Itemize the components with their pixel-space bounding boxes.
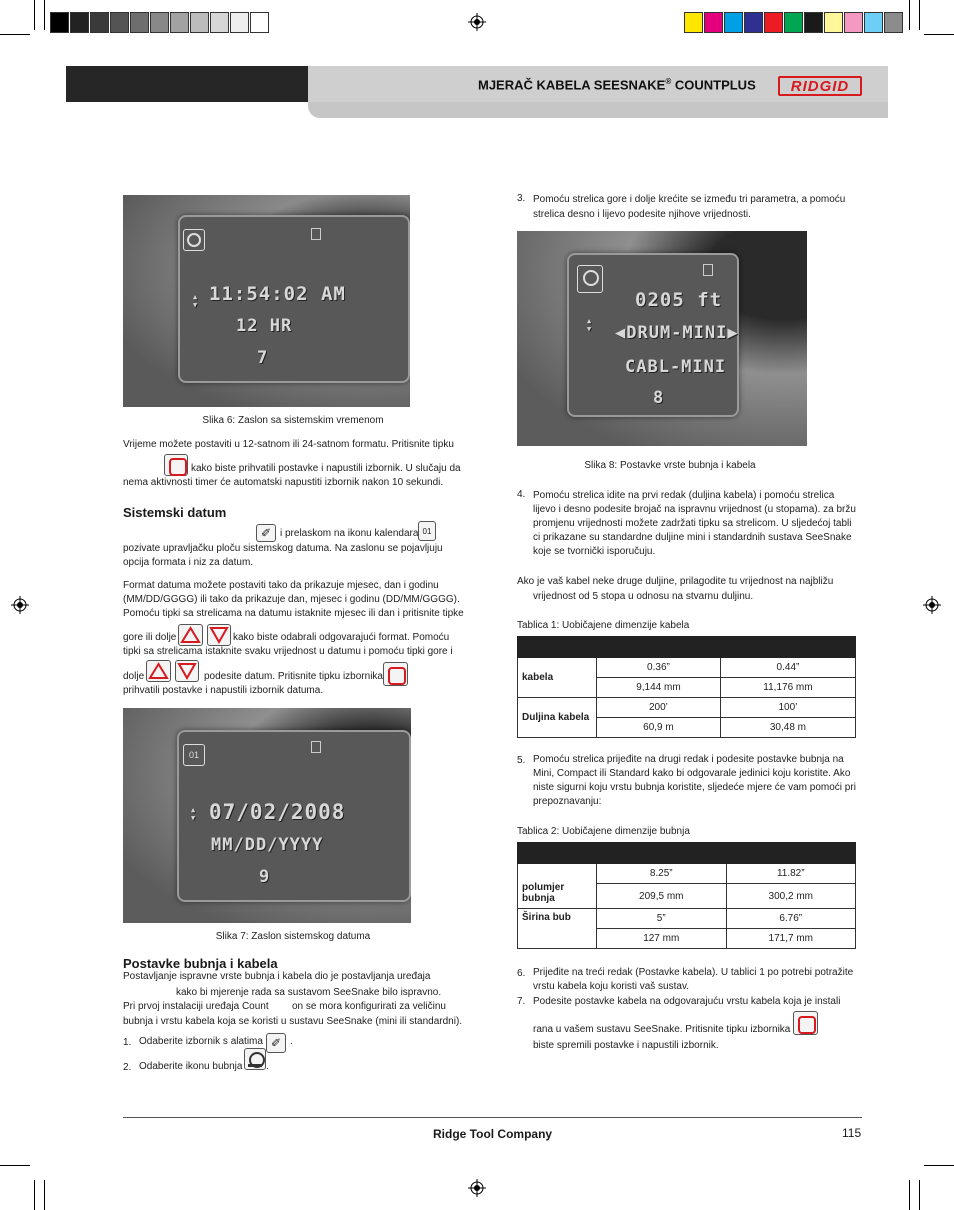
up-down-arrows: ▲ ▼ xyxy=(193,293,199,309)
table-1-cable-dimensions xyxy=(517,636,856,738)
header-dark-band xyxy=(66,66,308,102)
registration-mark-top xyxy=(468,13,486,31)
color-swatch xyxy=(50,12,69,33)
table-1-caption: Tablica 1: Uobičajene dimenzije kabela xyxy=(517,620,690,631)
calendar-icon: 01 xyxy=(418,521,436,541)
color-swatch xyxy=(230,12,249,33)
calendar-icon: 01 xyxy=(183,744,205,766)
up-arrow-button-icon xyxy=(178,624,203,646)
table-header xyxy=(518,637,856,658)
menu-button-icon xyxy=(164,454,188,476)
registration-mark-right xyxy=(923,596,941,614)
clock-icon xyxy=(183,229,205,251)
figure-8-drum-cable-screen xyxy=(517,231,807,446)
figure-7-caption: Slika 7: Zaslon sistemskog datuma xyxy=(215,931,371,942)
table-row: 209,5 mm 300,2 mm xyxy=(518,884,856,909)
menu-button-icon xyxy=(383,662,408,686)
color-swatch xyxy=(864,12,883,33)
color-swatch xyxy=(684,12,703,33)
color-swatch xyxy=(764,12,783,33)
registration-mark-left xyxy=(11,596,29,614)
color-swatch xyxy=(824,12,843,33)
cable-length-value: 0205 ft xyxy=(635,289,723,311)
figure-8-caption: Slika 8: Postavke vrste bubnja i kabela xyxy=(584,460,756,471)
date-value: 07/02/2008 xyxy=(209,800,346,824)
time-format-paragraph: Vrijeme možete postaviti u 12-satnom ili 24-satnom formatu. Pritisnite tipku xyxy=(123,439,454,450)
up-down-arrows: ▲ ▼ xyxy=(191,806,197,822)
color-swatch xyxy=(170,12,189,33)
table-header xyxy=(518,843,856,864)
cable-type-value: CABL-MINI xyxy=(625,357,727,377)
tools-menu-icon: ✐ xyxy=(266,1033,286,1053)
color-swatch xyxy=(250,12,269,33)
footer-rule xyxy=(123,1117,862,1118)
drum-type-value: ◀DRUM-MINI▶ xyxy=(615,323,739,343)
drum-icon xyxy=(577,265,603,293)
table-row: 9,144 mm 11,176 mm xyxy=(518,678,856,698)
drum-cable-heading: Postavke bubnja i kabela xyxy=(123,956,278,971)
color-swatch xyxy=(724,12,743,33)
battery-icon xyxy=(311,228,321,240)
table-row: Širina bub 5” 6.76” xyxy=(518,909,856,929)
color-swatch xyxy=(884,12,903,33)
time-format: 12 HR xyxy=(236,316,293,336)
page-number: 115 xyxy=(842,1126,862,1140)
system-date-heading: Sistemski datum xyxy=(123,505,227,520)
sample-number: 9 xyxy=(259,867,271,887)
down-arrow-button-icon xyxy=(175,660,199,682)
menu-button-icon xyxy=(793,1011,818,1035)
tools-menu-icon: ✐ xyxy=(256,524,276,542)
up-arrow-button-icon xyxy=(146,660,171,682)
table-2-caption: Tablica 2: Uobičajene dimenzije bubnja xyxy=(517,826,690,837)
color-swatch xyxy=(150,12,169,33)
color-swatch xyxy=(844,12,863,33)
table-row: 60,9 m 30,48 m xyxy=(518,718,856,738)
down-arrow-button-icon xyxy=(207,624,231,646)
ridgid-logo: RIDGID xyxy=(778,76,862,96)
header-title: MJERAČ KABELA SEESNAKE® COUNTPLUS xyxy=(478,77,756,93)
header-shadow-band xyxy=(308,102,888,118)
color-swatch xyxy=(90,12,109,33)
color-swatch xyxy=(744,12,763,33)
color-swatch xyxy=(704,12,723,33)
sample-number: 7 xyxy=(257,348,269,368)
time-value: 11:54:02 AM xyxy=(209,283,346,305)
sample-number: 8 xyxy=(653,388,665,408)
table-row: polumjer bubnja 8.25” 11.82” xyxy=(518,864,856,884)
table-row: 127 mm 171,7 mm xyxy=(518,929,856,949)
color-swatch xyxy=(804,12,823,33)
footer-company: Ridge Tool Company xyxy=(433,1127,553,1141)
figure-6-system-time-screen xyxy=(123,195,410,407)
table-2-drum-dimensions xyxy=(517,842,856,949)
figure-7-system-date-screen xyxy=(123,708,411,923)
color-swatch xyxy=(210,12,229,33)
battery-icon xyxy=(311,741,321,753)
color-swatch xyxy=(70,12,89,33)
color-swatch xyxy=(110,12,129,33)
color-swatch xyxy=(784,12,803,33)
drum-icon xyxy=(244,1048,266,1070)
date-format: MM/DD/YYYY xyxy=(211,835,324,855)
table-row: Duljina kabela 200’ 100’ xyxy=(518,698,856,718)
color-swatch xyxy=(130,12,149,33)
color-swatch xyxy=(190,12,209,33)
figure-6-caption: Slika 6: Zaslon sa sistemskim vremenom xyxy=(202,415,384,426)
battery-icon xyxy=(703,264,713,276)
table-row: kabela 0.36” 0.44” xyxy=(518,658,856,678)
up-down-arrows: ▲ ▼ xyxy=(587,317,593,333)
registration-mark-bottom xyxy=(468,1179,486,1197)
